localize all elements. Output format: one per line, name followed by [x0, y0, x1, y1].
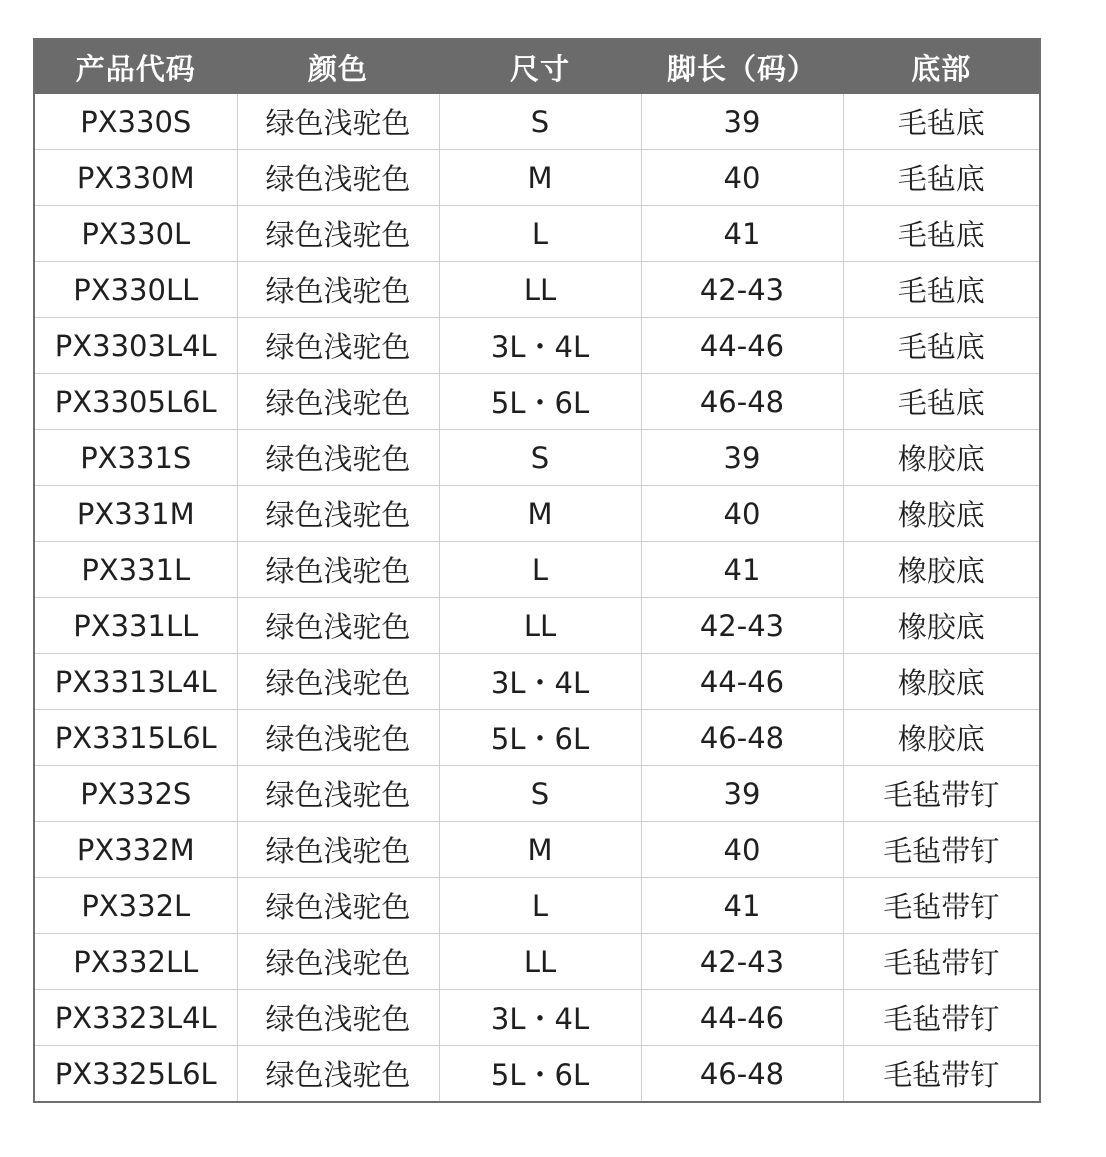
foot-length-cell: 39 — [641, 766, 843, 822]
header-row — [35, 40, 1039, 94]
table-body — [35, 94, 1039, 1101]
size-cell: L — [439, 878, 641, 934]
color-cell: 绿色浅驼色 — [237, 94, 439, 150]
product-code-cell: PX331L — [35, 542, 237, 598]
color-cell: 绿色浅驼色 — [237, 766, 439, 822]
product-code-cell: PX330S — [35, 94, 237, 150]
color-cell: 绿色浅驼色 — [237, 822, 439, 878]
size-cell: LL — [439, 934, 641, 990]
table-row — [35, 598, 1039, 654]
table-row — [35, 150, 1039, 206]
size-cell: L — [439, 542, 641, 598]
table-row — [35, 878, 1039, 934]
color-cell: 绿色浅驼色 — [237, 934, 439, 990]
color-cell: 绿色浅驼色 — [237, 206, 439, 262]
header-product-code: 产品代码 — [35, 40, 237, 94]
foot-length-cell: 40 — [641, 150, 843, 206]
product-code-cell: PX332L — [35, 878, 237, 934]
header-color: 颜色 — [237, 40, 439, 94]
sole-cell: 橡胶底 — [843, 430, 1039, 486]
header-foot-length: 脚长（码） — [641, 40, 843, 94]
color-cell: 绿色浅驼色 — [237, 878, 439, 934]
table-row — [35, 654, 1039, 710]
sole-cell: 橡胶底 — [843, 598, 1039, 654]
foot-length-cell: 44-46 — [641, 654, 843, 710]
table-row — [35, 206, 1039, 262]
color-cell: 绿色浅驼色 — [237, 430, 439, 486]
foot-length-cell: 44-46 — [641, 990, 843, 1046]
size-cell: 3L・4L — [439, 990, 641, 1046]
foot-length-cell: 46-48 — [641, 710, 843, 766]
foot-length-cell: 40 — [641, 822, 843, 878]
color-cell: 绿色浅驼色 — [237, 318, 439, 374]
sole-cell: 毛毡底 — [897, 106, 985, 140]
product-code-cell: PX331S — [35, 430, 237, 486]
product-code-cell: PX331M — [35, 486, 237, 542]
sole-cell: 毛毡带钉 — [843, 822, 1039, 878]
size-cell: S — [439, 766, 641, 822]
size-cell: 5L・6L — [439, 374, 641, 430]
size-cell: 3L・4L — [439, 654, 641, 710]
table-row — [35, 990, 1039, 1046]
sole-cell: 毛毡带钉 — [843, 990, 1039, 1046]
size-cell: 5L・6L — [439, 1046, 641, 1102]
size-cell: L — [439, 206, 641, 262]
foot-length-cell: 42-43 — [641, 598, 843, 654]
size-cell: 3L・4L — [439, 318, 641, 374]
product-code-cell: PX330L — [35, 206, 237, 262]
product-code-cell: PX332LL — [35, 934, 237, 990]
foot-length-cell: 42-43 — [641, 262, 843, 318]
table-row — [35, 934, 1039, 990]
size-cell: M — [439, 822, 641, 878]
table-row — [35, 542, 1039, 598]
table-header — [35, 40, 1039, 94]
table-row — [35, 1046, 1039, 1102]
sole-cell: 毛毡带钉 — [843, 934, 1039, 990]
color-cell: 绿色浅驼色 — [237, 1046, 439, 1102]
color-cell: 绿色浅驼色 — [237, 710, 439, 766]
foot-length-cell: 42-43 — [641, 934, 843, 990]
product-code-cell: PX3325L6L — [35, 1046, 237, 1102]
product-code-cell: PX3315L6L — [35, 710, 237, 766]
foot-length-cell: 41 — [641, 542, 843, 598]
color-cell: 绿色浅驼色 — [237, 374, 439, 430]
table-row — [35, 430, 1039, 486]
sole-cell: 毛毡底 — [843, 318, 1039, 374]
size-cell: 5L・6L — [439, 710, 641, 766]
color-cell: 绿色浅驼色 — [237, 990, 439, 1046]
foot-length-cell: 41 — [641, 206, 843, 262]
color-cell: 绿色浅驼色 — [237, 262, 439, 318]
sole-cell: 毛毡底 — [843, 374, 1039, 430]
sole-cell: 毛毡底 — [843, 150, 1039, 206]
sole-cell: 毛毡底 — [843, 262, 1039, 318]
foot-length-cell: 44-46 — [641, 318, 843, 374]
product-code-cell: PX3305L6L — [35, 374, 237, 430]
table-row — [35, 94, 1039, 150]
sole-cell: 橡胶底 — [843, 654, 1039, 710]
sole-cell: 毛毡带钉 — [843, 766, 1039, 822]
table-row — [35, 486, 1039, 542]
size-cell: M — [439, 150, 641, 206]
color-cell: 绿色浅驼色 — [237, 486, 439, 542]
size-table — [33, 38, 1041, 1103]
size-cell: S — [439, 430, 641, 486]
size-cell: LL — [439, 262, 641, 318]
product-table — [35, 40, 1039, 1101]
color-cell: 绿色浅驼色 — [237, 542, 439, 598]
table-row — [35, 822, 1039, 878]
product-code-cell: PX331LL — [35, 598, 237, 654]
header-size: 尺寸 — [439, 40, 641, 94]
size-cell: S — [439, 94, 641, 150]
foot-length-cell: 40 — [641, 486, 843, 542]
sole-cell: 毛毡带钉 — [843, 1046, 1039, 1102]
table-row — [35, 374, 1039, 430]
product-code-cell: PX330M — [35, 150, 237, 206]
table-row — [35, 766, 1039, 822]
product-code-cell: PX3313L4L — [35, 654, 237, 710]
sole-cell: 橡胶底 — [843, 710, 1039, 766]
table-row — [35, 318, 1039, 374]
table-row — [35, 710, 1039, 766]
foot-length-cell: 39 — [641, 430, 843, 486]
product-code-cell: PX332S — [35, 766, 237, 822]
sole-cell: 毛毡带钉 — [843, 878, 1039, 934]
sole-cell: 毛毡底 — [843, 206, 1039, 262]
foot-length-cell: 46-48 — [641, 1046, 843, 1102]
header-sole: 底部 — [843, 40, 1039, 94]
size-cell: LL — [439, 598, 641, 654]
product-code-cell: PX330LL — [35, 262, 237, 318]
color-cell: 绿色浅驼色 — [237, 598, 439, 654]
sole-cell: 橡胶底 — [843, 542, 1039, 598]
foot-length-cell: 41 — [641, 878, 843, 934]
foot-length-cell: 46-48 — [641, 374, 843, 430]
product-code-cell: PX3323L4L — [35, 990, 237, 1046]
product-code-cell: PX332M — [35, 822, 237, 878]
color-cell: 绿色浅驼色 — [237, 654, 439, 710]
sole-cell: 橡胶底 — [843, 486, 1039, 542]
product-code-cell: PX3303L4L — [35, 318, 237, 374]
foot-length-cell: 39 — [641, 94, 843, 150]
color-cell: 绿色浅驼色 — [237, 150, 439, 206]
table-row — [35, 262, 1039, 318]
size-cell: M — [439, 486, 641, 542]
